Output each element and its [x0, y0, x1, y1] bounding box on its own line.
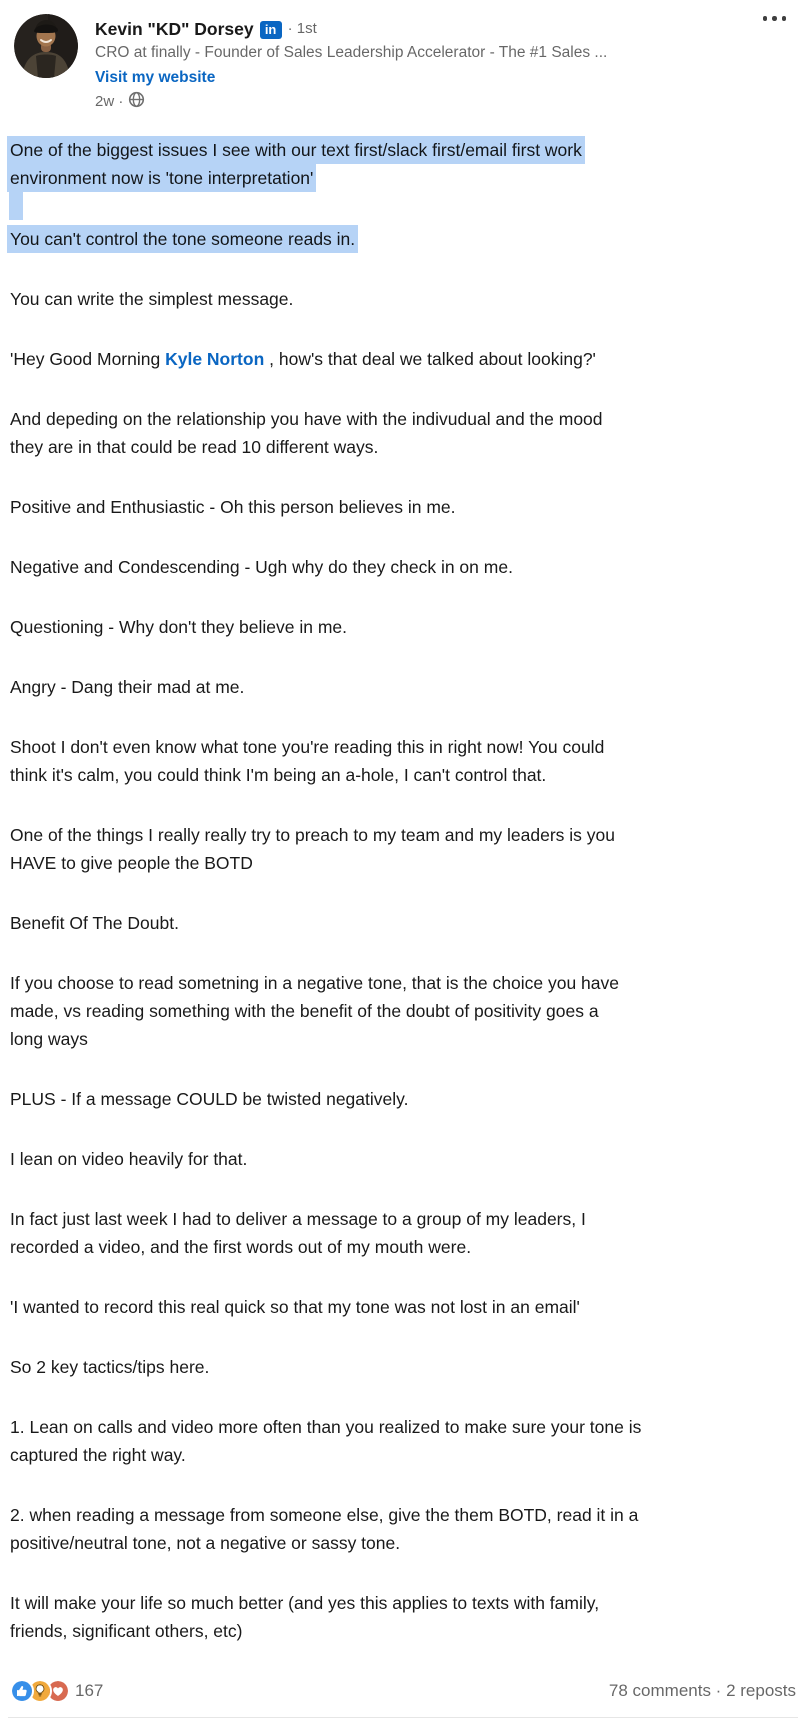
- post-paragraph: [10, 613, 796, 641]
- actor-headline: CRO at finally - Founder of Sales Leadership Accelerator - The #1 Sales ...: [95, 44, 608, 61]
- post-line: So 2 key tactics/tips here.: [10, 1357, 210, 1377]
- comments-reposts-count[interactable]: 78 comments · 2 reposts: [608, 1681, 796, 1700]
- reaction-count[interactable]: 167: [75, 1681, 104, 1700]
- post-body: [0, 114, 806, 1645]
- post-paragraph: [10, 1293, 796, 1321]
- post-line: If you choose to read sometning in a negative tone, that is the choice you have: [10, 973, 620, 993]
- post-line: 2. when reading a message from someone else, give the them BOTD, read it in a: [10, 1505, 639, 1525]
- header-text: [95, 14, 607, 114]
- post-line: PLUS - If a message COULD be twisted negatively.: [10, 1089, 409, 1109]
- post-line: positive/neutral tone, not a negative or sassy tone.: [10, 1533, 401, 1553]
- post-paragraph: [10, 909, 796, 937]
- avatar[interactable]: [14, 14, 78, 78]
- post-line: I lean on video heavily for that.: [10, 1149, 248, 1169]
- post-paragraph: [10, 1589, 796, 1645]
- post-paragraph: [10, 1353, 796, 1381]
- post-paragraph: [10, 733, 796, 789]
- post-paragraph: [10, 673, 796, 701]
- post-paragraph: [10, 285, 796, 313]
- connection-degree: · 1st: [287, 20, 317, 37]
- post-line: Positive and Enthusiastic - Oh this person believes in me.: [10, 497, 456, 517]
- post-line: One of the things I really really try to preach to my team and my leaders is you: [10, 825, 615, 845]
- post-paragraph: [10, 225, 796, 253]
- post-header: [0, 0, 806, 114]
- post-line: long ways: [10, 1029, 88, 1049]
- post-line: recorded a video, and the first words out of my mouth were.: [10, 1237, 472, 1257]
- mention-link[interactable]: Kyle Norton: [165, 349, 265, 369]
- post-options-menu[interactable]: [761, 10, 789, 27]
- text-before-mention: 'Hey Good Morning: [10, 349, 166, 369]
- engagement-bar: [0, 1677, 806, 1705]
- post-line: In fact just last week I had to deliver a message to a group of my leaders, I: [10, 1209, 586, 1229]
- post-line: 'I wanted to record this real quick so that my tone was not lost in an email': [10, 1297, 580, 1317]
- post-line: It will make your life so much better (and yes this applies to texts with family,: [10, 1593, 600, 1613]
- name-row: [95, 17, 607, 41]
- post-paragraph: [10, 1501, 796, 1557]
- globe-icon: [128, 91, 145, 115]
- post-paragraph: [10, 493, 796, 521]
- post-line-selected: You can't control the tone someone reads in.: [7, 225, 358, 253]
- ellipsis-dot: [772, 16, 777, 21]
- ellipsis-dot: [782, 16, 787, 21]
- actor-name[interactable]: Kevin "KD" Dorsey: [95, 19, 254, 39]
- post-line: 1. Lean on calls and video more often than you realized to make sure your tone is: [10, 1417, 642, 1437]
- post-line: You can write the simplest message.: [10, 289, 294, 309]
- post-line: think it's calm, you could think I'm being an a-hole, I can't control that.: [10, 765, 547, 785]
- website-link[interactable]: Visit my website: [95, 69, 216, 86]
- post-line: Negative and Condescending - Ugh why do they check in on me.: [10, 557, 513, 577]
- post-paragraph: [10, 969, 796, 1053]
- reactions-group[interactable]: [10, 1679, 70, 1703]
- post-paragraph: [10, 553, 796, 581]
- post-line: And depeding on the relationship you have with the indivudual and the mood: [10, 409, 603, 429]
- selected-empty-line: [10, 192, 796, 220]
- post-line: Angry - Dang their mad at me.: [10, 677, 245, 697]
- like-icon: [10, 1679, 34, 1703]
- post-paragraph: [10, 821, 796, 877]
- post-line-selected: One of the biggest issues I see with our text first/slack first/email first work: [7, 136, 585, 164]
- ellipsis-dot: [763, 16, 768, 21]
- post-paragraph: [10, 345, 796, 373]
- post-line: Questioning - Why don't they believe in me.: [10, 617, 347, 637]
- post-paragraph: [10, 405, 796, 461]
- bottom-divider: [8, 1717, 798, 1718]
- post-paragraph: [10, 136, 796, 192]
- post-line: they are in that could be read 10 different ways.: [10, 437, 379, 457]
- linkedin-badge-icon: in: [260, 21, 282, 39]
- post-line: made, vs reading something with the benefit of the doubt of positivity goes a: [10, 1001, 599, 1021]
- timestamp: 2w ·: [95, 93, 124, 110]
- post-line: friends, significant others, etc): [10, 1621, 243, 1641]
- post-paragraph: [10, 1145, 796, 1173]
- post-line: Benefit Of The Doubt.: [10, 913, 179, 933]
- post-line-selected: environment now is 'tone interpretation': [7, 164, 316, 192]
- post-paragraph: [10, 1205, 796, 1261]
- selection-block: [9, 192, 23, 220]
- text-after-mention: , how's that deal we talked about looking?': [264, 349, 596, 369]
- time-row: [95, 90, 607, 114]
- post-line: [10, 345, 796, 373]
- post-paragraph: [10, 1085, 796, 1113]
- post-line: captured the right way.: [10, 1445, 186, 1465]
- post-paragraph: [10, 1413, 796, 1469]
- post-line: HAVE to give people the BOTD: [10, 853, 253, 873]
- post-line: Shoot I don't even know what tone you're reading this in right now! You could: [10, 737, 605, 757]
- avatar-photo: [14, 14, 78, 78]
